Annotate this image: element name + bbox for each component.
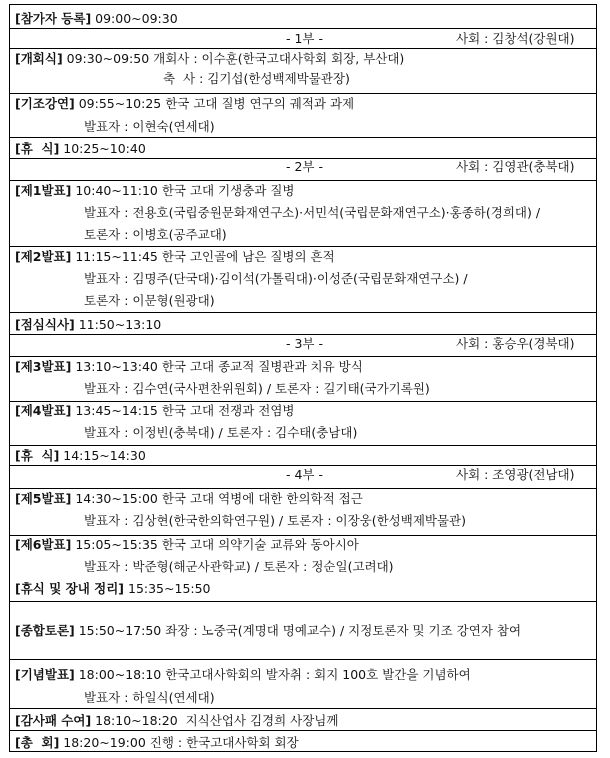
schedule-row — [15, 358, 363, 376]
schedule-row — [15, 734, 299, 752]
schedule-text: 13:45~14:15 한국 고대 전쟁과 전염병 — [71, 403, 295, 418]
row-divider — [10, 659, 596, 660]
detail-line: 발표자 : 이현숙(연세대) — [84, 119, 215, 134]
detail-line: 발표자 : 김상현(한국한의학연구원) / 토론자 : 이장웅(한성백제박물관) — [84, 513, 467, 528]
schedule-tag: [휴 식] — [15, 448, 60, 463]
schedule-row — [15, 666, 471, 684]
session-part-label: - 1부 - — [286, 31, 323, 46]
detail-line: 발표자 : 김수연(국사편찬위원회) / 토론자 : 길기태(국가기록원) — [84, 381, 430, 396]
row-divider — [10, 28, 596, 29]
schedule-tag: [점심식사] — [15, 317, 75, 332]
detail-line: 토론자 : 이병호(공주교대) — [84, 227, 227, 242]
row-divider — [10, 312, 596, 313]
schedule-row — [15, 10, 178, 28]
row-divider — [10, 601, 596, 602]
schedule-tag: [기조강연] — [15, 96, 75, 111]
detail-line: 발표자 : 박준형(해군사관학교) / 토론자 : 정순일(고려대) — [84, 559, 394, 574]
schedule-tag: [휴 식] — [15, 141, 60, 156]
schedule-tag: [종합토론] — [15, 623, 75, 638]
schedule-text: 15:05~15:35 한국 고대 의약기술 교류와 동아시아 — [71, 537, 359, 552]
schedule-row — [15, 95, 354, 113]
schedule-text: 18:00~18:10 한국고대사학회의 발자취 : 회지 100호 발간을 기념하여 — [74, 667, 471, 682]
detail-line: 발표자 : 이정빈(충북대) / 토론자 : 김수태(충남대) — [84, 425, 358, 440]
schedule-tag: [제6발표] — [15, 537, 72, 552]
schedule-row — [15, 712, 338, 730]
schedule-text: 15:50~17:50 좌장 : 노중국(계명대 명예교수) / 지정토론자 및 기조 강연자 참여 — [74, 623, 522, 638]
session-chair: 사회 : 조영광(전남대) — [456, 467, 575, 482]
schedule-tag: [총 회] — [15, 735, 60, 750]
row-divider — [10, 708, 596, 709]
schedule-tag: [제5발표] — [15, 491, 72, 506]
schedule-text: 13:10~13:40 한국 고대 종교적 질병관과 치유 방식 — [71, 359, 363, 374]
schedule-tag: [제3발표] — [15, 359, 72, 374]
schedule-text: 09:30~09:50 개회사 : 이수훈(한국고대사학회 회장, 부산대) — [62, 51, 405, 66]
schedule-row — [15, 140, 146, 158]
schedule-text: 09:55~10:25 한국 고대 질병 연구의 궤적과 과제 — [74, 96, 355, 111]
schedule-row — [15, 50, 404, 68]
schedule-tag: [감사패 수여] — [15, 713, 92, 728]
schedule-row — [15, 402, 295, 420]
detail-line: 축 사 : 김기섭(한성백제박물관장) — [163, 71, 350, 86]
schedule-text: 18:20~19:00 진행 : 한국고대사학회 회장 — [59, 735, 299, 750]
schedule-row — [15, 622, 521, 640]
schedule-row — [15, 580, 211, 598]
row-divider — [10, 730, 596, 731]
session-part-label: - 2부 - — [286, 159, 323, 174]
schedule-row — [15, 490, 363, 508]
schedule-tag: [참가자 등록] — [15, 11, 92, 26]
session-chair: 사회 : 홍승우(경북대) — [456, 336, 575, 351]
schedule-text: 15:35~15:50 — [124, 581, 211, 596]
schedule-tag: [휴식 및 장내 정리] — [15, 581, 125, 596]
schedule-text: 14:15~14:30 — [59, 448, 146, 463]
row-divider — [10, 246, 596, 247]
schedule-tag: [제1발표] — [15, 183, 72, 198]
schedule-text: 09:00~09:30 — [91, 11, 178, 26]
row-divider — [10, 137, 596, 138]
schedule-row — [15, 447, 146, 465]
detail-line: 발표자 : 김명주(단국대)·김이석(가톨릭대)·이성준(국립문화재연구소) / — [84, 271, 468, 286]
session-chair: 사회 : 김창석(강원대) — [456, 31, 575, 46]
schedule-text: 11:50~13:10 — [74, 317, 162, 332]
row-divider — [10, 93, 596, 94]
schedule-text: 10:25~10:40 — [59, 141, 146, 156]
schedule-row — [15, 536, 359, 554]
schedule-tag: [개회식] — [15, 51, 63, 66]
schedule-tag: [기념발표] — [15, 667, 75, 682]
row-divider — [10, 445, 596, 446]
session-part-label: - 4부 - — [286, 467, 323, 482]
row-divider — [10, 488, 596, 489]
row-divider — [10, 48, 596, 49]
row-divider — [10, 356, 596, 357]
detail-line: 발표자 : 하일식(연세대) — [84, 690, 215, 705]
schedule-row — [15, 316, 161, 334]
detail-line: 발표자 : 전용호(국립중원문화재연구소)·서민석(국립문화재연구소)·홍종하(경희대) / — [84, 205, 541, 220]
schedule-tag: [제2발표] — [15, 249, 72, 264]
schedule-text: 14:30~15:00 한국 고대 역병에 대한 한의학적 접근 — [71, 491, 363, 506]
session-part-label: - 3부 - — [286, 336, 323, 351]
schedule-text: 10:40~11:10 한국 고대 기생충과 질병 — [71, 183, 295, 198]
schedule-row — [15, 248, 335, 266]
schedule-text: 11:15~11:45 한국 고인골에 남은 질병의 흔적 — [71, 249, 335, 264]
schedule-row — [15, 182, 295, 200]
row-divider — [10, 180, 596, 181]
schedule-tag: [제4발표] — [15, 403, 72, 418]
schedule-text: 18:10~18:20 지식산업사 김경희 사장님께 — [91, 713, 339, 728]
detail-line: 토론자 : 이문형(원광대) — [84, 293, 215, 308]
session-chair: 사회 : 김영관(충북대) — [456, 159, 575, 174]
